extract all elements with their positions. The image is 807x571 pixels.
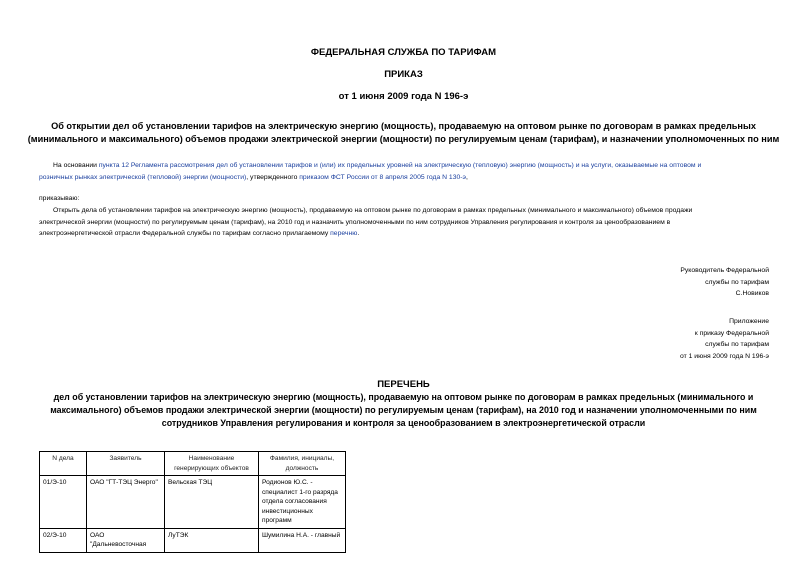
table-row bbox=[40, 528, 346, 552]
doc-title-line: (минимального и максимального) объемов продажи электрической энергии (мощности) по регулируемым ценам (тарифам), и назначении уполномоченных по ним bbox=[27, 134, 780, 144]
list-title bbox=[0, 391, 807, 430]
order-text-line: Открыть дела об установлении тарифов на электрическую энергию (мощность), продаваемую на оптовом рынке по договорам в рамках предельных (минимального и максимального) объемов продажи bbox=[53, 207, 693, 214]
doc-title-line: Об открытии дел об установлении тарифов на электрическую энергию (мощность), продаваемую на оптовом рынке по договорам в рамках предельных bbox=[51, 121, 756, 131]
signature-line: службы по тарифам bbox=[705, 278, 769, 286]
agency-name: ФЕДЕРАЛЬНАЯ СЛУЖБА ПО ТАРИФАМ bbox=[310, 47, 497, 58]
table-row bbox=[40, 476, 346, 529]
order-text-post: . bbox=[357, 230, 360, 237]
list-title-line: сотрудников Управления регулирования и контроля за ценообразованием в электроэнергетической отрасли bbox=[161, 418, 646, 428]
list-heading: ПЕРЕЧЕНЬ bbox=[377, 379, 430, 390]
appendix-line: к приказу Федеральной bbox=[694, 329, 769, 337]
list-title-line: дел об установлении тарифов на электрическую энергию (мощность), продаваемую на оптовом рынке по договорам в рамках предельных (минимального и bbox=[53, 392, 754, 402]
signature-name: С.Новиков bbox=[735, 290, 769, 297]
table-cell: 01/Э-10 bbox=[40, 476, 87, 529]
preamble-line bbox=[39, 160, 769, 172]
table-cell: Вельская ТЭЦ bbox=[165, 476, 259, 529]
appendix-line: от 1 июня 2009 года N 196-э bbox=[680, 352, 769, 360]
cases-table bbox=[39, 451, 346, 553]
table-cell: ОАО "Дальневосточная bbox=[87, 528, 165, 552]
preamble-lead: На основании bbox=[53, 162, 97, 169]
appendix-block bbox=[560, 316, 769, 362]
list-link[interactable]: перечню bbox=[330, 230, 358, 237]
preamble-middle: , утвержденного bbox=[246, 173, 300, 181]
table-cell: Родионов Ю.С. - специалист 1-го разряда отдела согласования инвестиционных программ bbox=[259, 476, 346, 529]
preamble-line bbox=[39, 172, 769, 184]
table-header-cell: Фамилия, инициалы, должность bbox=[259, 452, 346, 476]
order-text-pre: электроэнергетической отрасли Федеральной службы по тарифам согласно прилагаемому bbox=[39, 230, 331, 237]
preamble-tail: , bbox=[466, 173, 468, 181]
doc-type: ПРИКАЗ bbox=[384, 69, 423, 80]
order-text-line bbox=[39, 228, 769, 240]
order-word: приказываю: bbox=[39, 195, 80, 202]
table-header-cell: Заявитель bbox=[87, 452, 165, 476]
order-130-link[interactable]: приказом ФСТ России от 8 апреля 2005 года N 130-э bbox=[299, 173, 467, 181]
signature-block bbox=[560, 265, 769, 300]
regulation-link-cont[interactable]: розничных рынках электрической (тепловой) энергии (мощности) bbox=[39, 173, 247, 181]
table-header-cell: N дела bbox=[40, 452, 87, 476]
list-title-line: максимального) объемов продажи электрической энергии (мощности) по регулируемым ценам (тарифам), на 2010 год и назначении уполномоченными по ним bbox=[50, 405, 757, 415]
appendix-line: службы по тарифам bbox=[705, 341, 769, 348]
preamble bbox=[39, 160, 769, 183]
table-header-row bbox=[40, 452, 346, 476]
table-cell: ОАО "ГТ-ТЭЦ Энерго" bbox=[87, 476, 165, 529]
signature-line: Руководитель Федеральной bbox=[680, 267, 769, 274]
regulation-link[interactable]: пункта 12 Регламента рассмотрения дел об установлении тарифов и (или) их предельных уровней на электрическую (тепловую) энергию (мощность) и на услуги, оказываемые на оптовом и bbox=[98, 162, 702, 169]
doc-title bbox=[0, 120, 807, 146]
table-cell: ЛуТЭК bbox=[165, 528, 259, 552]
order-text bbox=[39, 205, 769, 240]
table-header-cell: Наименование генерирующих объектов bbox=[165, 452, 259, 476]
table-cell: 02/Э-10 bbox=[40, 528, 87, 552]
appendix-line: Приложение bbox=[729, 318, 769, 325]
order-text-line: электрической энергии (мощности) по регулируемым ценам (тарифам), на 2010 год и назначить уполномоченными по ним сотрудников Управления регулирования и контроля за ценообразованием в bbox=[39, 218, 671, 226]
table-cell: Шумилина Н.А. - главный bbox=[259, 528, 346, 552]
doc-date-number: от 1 июня 2009 года N 196-э bbox=[338, 91, 469, 102]
